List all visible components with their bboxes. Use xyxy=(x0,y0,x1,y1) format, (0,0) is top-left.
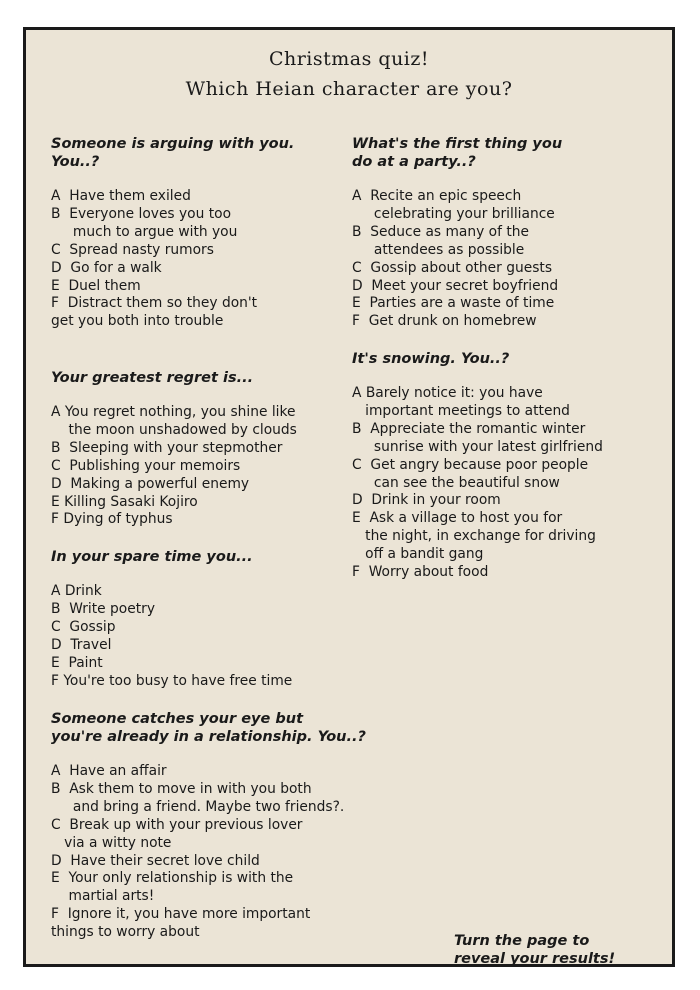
footer-line: Turn the page to xyxy=(454,933,590,949)
option-line: F Worry about food xyxy=(352,564,489,581)
option-line: E Ask a village to host you for xyxy=(352,510,563,527)
option-line: the moon unshadowed by clouds xyxy=(51,421,297,438)
heading-line: Your greatest regret is... xyxy=(51,370,254,386)
heading-line: do at a party..? xyxy=(352,154,476,170)
option-line: F Dying of typhus xyxy=(51,511,173,528)
option-line: B Appreciate the romantic winter xyxy=(352,420,586,437)
option-line: C Break up with your previous lover xyxy=(51,816,303,833)
option-line: the night, in exchange for driving xyxy=(352,528,596,545)
option-line: get you both into trouble xyxy=(51,313,224,330)
question-arguing xyxy=(51,135,351,331)
options-list xyxy=(51,188,351,331)
option-line: E Your only relationship is with the xyxy=(51,870,294,887)
option-line: D Drink in your room xyxy=(352,492,501,509)
option-line: A Barely notice it: you have xyxy=(352,385,543,401)
question-regret xyxy=(51,369,351,529)
option-line: F Distract them so they don't xyxy=(51,295,258,312)
option-line: F You're too busy to have free time xyxy=(51,672,293,689)
question-relationship xyxy=(51,710,411,942)
option-line: attendees as possible xyxy=(352,241,525,258)
options-list xyxy=(51,583,351,690)
options-list xyxy=(51,404,351,529)
heading-line: In your spare time you... xyxy=(51,549,253,565)
option-line: and bring a friend. Maybe two friends?. xyxy=(51,798,345,815)
option-line: celebrating your brilliance xyxy=(352,205,555,222)
option-line: martial arts! xyxy=(51,888,155,905)
option-line: B Write poetry xyxy=(51,600,155,617)
option-line: D Go for a walk xyxy=(51,259,162,276)
question-snowing xyxy=(352,350,652,582)
option-line: B Sleeping with your stepmother xyxy=(51,439,283,456)
question-heading xyxy=(51,135,351,171)
question-heading xyxy=(51,548,351,566)
option-line: E Parties are a waste of time xyxy=(352,295,555,312)
quiz-title xyxy=(26,44,672,104)
option-line: E Killing Sasaki Kojiro xyxy=(51,493,198,510)
question-heading xyxy=(352,135,652,171)
question-heading xyxy=(51,710,411,746)
option-line: A Have an affair xyxy=(51,763,167,779)
option-line: B Seduce as many of the xyxy=(352,223,529,240)
option-line: C Gossip xyxy=(51,618,116,635)
option-line: B Ask them to move in with you both xyxy=(51,780,312,797)
option-line: C Spread nasty rumors xyxy=(51,241,214,258)
option-line: can see the beautiful snow xyxy=(352,474,560,491)
option-line: E Duel them xyxy=(51,277,141,294)
question-spare-time xyxy=(51,548,351,690)
heading-line: You..? xyxy=(51,154,100,170)
options-list xyxy=(352,188,652,331)
heading-line: It's snowing. You..? xyxy=(352,351,510,367)
option-line: sunrise with your latest girlfriend xyxy=(352,438,603,455)
option-line: A Drink xyxy=(51,583,102,599)
title-line-1: Christmas quiz! xyxy=(268,48,430,70)
option-line: D Making a powerful enemy xyxy=(51,475,250,492)
option-line: much to argue with you xyxy=(51,223,238,240)
option-line: C Get angry because poor people xyxy=(352,456,589,473)
option-line: F Ignore it, you have more important xyxy=(51,906,311,923)
quiz-panel xyxy=(23,27,675,967)
footer-line: reveal your results! xyxy=(454,951,616,967)
option-line: via a witty note xyxy=(51,834,172,851)
option-line: A Have them exiled xyxy=(51,188,191,204)
option-line: C Publishing your memoirs xyxy=(51,457,241,474)
option-line: D Have their secret love child xyxy=(51,852,260,869)
title-line-2: Which Heian character are you? xyxy=(185,78,513,100)
option-line: important meetings to attend xyxy=(352,402,570,419)
heading-line: Someone catches your eye but xyxy=(51,711,303,727)
option-line: D Travel xyxy=(51,636,112,653)
option-line: C Gossip about other guests xyxy=(352,259,553,276)
option-line: A Recite an epic speech xyxy=(352,188,522,204)
option-line: B Everyone loves you too xyxy=(51,205,232,222)
option-line: A You regret nothing, you shine like xyxy=(51,404,296,420)
option-line: E Paint xyxy=(51,654,103,671)
option-line: off a bandit gang xyxy=(352,546,484,563)
options-list xyxy=(352,385,652,582)
heading-line: you're already in a relationship. You..? xyxy=(51,729,366,745)
option-line: things to worry about xyxy=(51,924,200,941)
options-list xyxy=(51,763,411,942)
option-line: F Get drunk on homebrew xyxy=(352,313,537,330)
heading-line: Someone is arguing with you. xyxy=(51,136,295,152)
heading-line: What's the first thing you xyxy=(352,136,563,152)
option-line: D Meet your secret boyfriend xyxy=(352,277,559,294)
question-party xyxy=(352,135,652,331)
question-heading xyxy=(352,350,652,368)
turn-page-note xyxy=(454,932,615,968)
question-heading xyxy=(51,369,351,387)
